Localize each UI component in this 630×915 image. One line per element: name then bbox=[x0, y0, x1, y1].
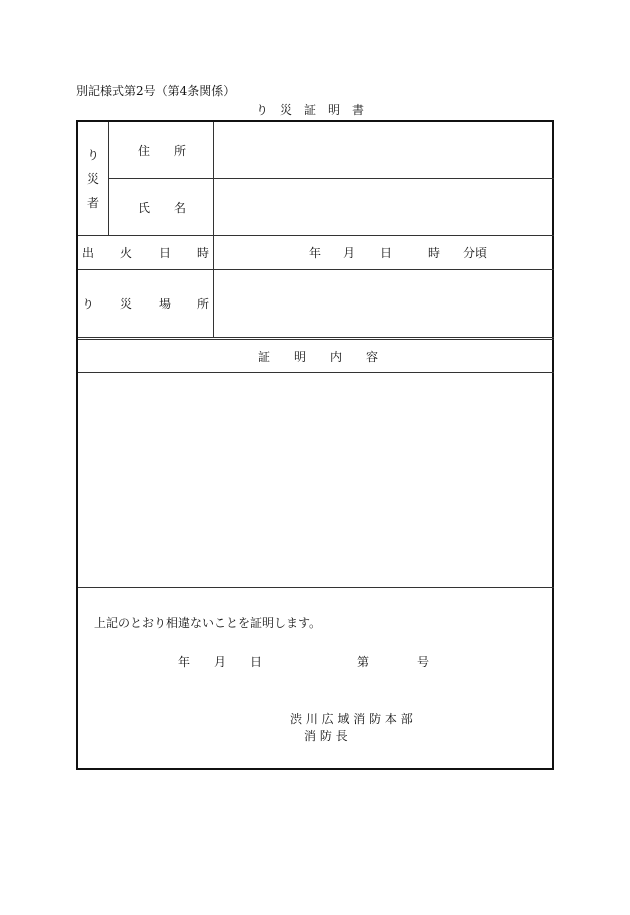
victim-label-char-2: 災 bbox=[87, 172, 100, 186]
victim-label-char-1: り bbox=[87, 148, 100, 162]
fire-datetime-label-char-4: 時 bbox=[197, 246, 210, 260]
place-label-char-1: り bbox=[82, 297, 95, 311]
content-header: 証 明 内 容 bbox=[258, 350, 379, 364]
divider-victim-group bbox=[108, 122, 109, 235]
name-label: 氏 名 bbox=[138, 201, 187, 215]
issue-month-unit: 月 bbox=[214, 655, 227, 669]
divider-victim-fire bbox=[78, 235, 554, 236]
divider-fire-place bbox=[78, 269, 554, 270]
fire-datetime-label-char-2: 火 bbox=[120, 246, 133, 260]
fire-datetime-label-char-3: 日 bbox=[159, 246, 172, 260]
document-number-prefix: 第 bbox=[357, 655, 370, 669]
place-label-char-3: 場 bbox=[159, 297, 172, 311]
form-reference: 別記様式第2号（第4条関係） bbox=[76, 84, 236, 98]
fire-minute-unit: 分頃 bbox=[463, 246, 488, 260]
fire-month-unit: 月 bbox=[343, 246, 356, 260]
divider-address-name bbox=[108, 178, 554, 179]
divider-label-value bbox=[213, 122, 214, 338]
certification-statement: 上記のとおり相違ないことを証明します。 bbox=[94, 616, 322, 630]
fire-hour-unit: 時 bbox=[428, 246, 441, 260]
fire-year-unit: 年 bbox=[309, 246, 322, 260]
certificate-form-table bbox=[76, 120, 554, 770]
place-label-char-2: 災 bbox=[120, 297, 133, 311]
divider-place-content-double bbox=[78, 339, 554, 340]
document-title: り 災 証 明 書 bbox=[256, 103, 365, 117]
issue-year-unit: 年 bbox=[178, 655, 191, 669]
victim-label-char-3: 者 bbox=[87, 196, 100, 210]
issuer-title: 消 防 長 bbox=[304, 729, 348, 743]
fire-datetime-label-char-1: 出 bbox=[82, 246, 95, 260]
document-number-suffix: 号 bbox=[417, 655, 430, 669]
divider-content-footer bbox=[78, 587, 554, 588]
divider-place-content bbox=[78, 337, 554, 338]
fire-day-unit: 日 bbox=[380, 246, 393, 260]
issuer-organization: 渋 川 広 域 消 防 本 部 bbox=[290, 712, 413, 726]
divider-content-header bbox=[78, 372, 554, 373]
issue-day-unit: 日 bbox=[250, 655, 263, 669]
place-label-char-4: 所 bbox=[197, 297, 210, 311]
address-label: 住 所 bbox=[138, 144, 187, 158]
